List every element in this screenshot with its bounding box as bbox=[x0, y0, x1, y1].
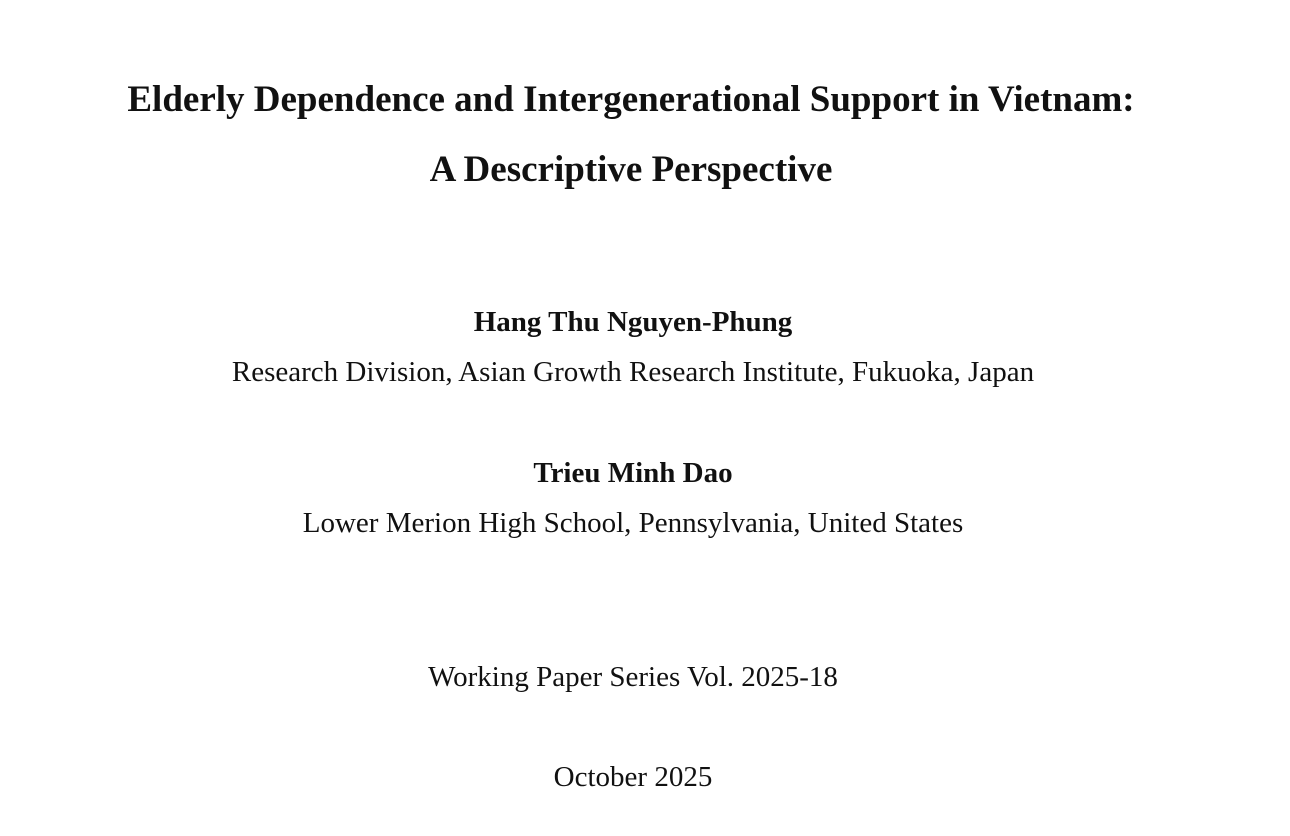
paper-title-line-2: A Descriptive Perspective bbox=[429, 149, 833, 190]
paper-title-line-1: Elderly Dependence and Intergenerational Support in Vietnam: bbox=[127, 79, 1135, 120]
author-affiliation: Lower Merion High School, Pennsylvania, United States bbox=[302, 507, 964, 539]
publication-date: October 2025 bbox=[553, 761, 713, 793]
author-affiliation: Research Division, Asian Growth Research Institute, Fukuoka, Japan bbox=[231, 356, 1035, 388]
author-name: Trieu Minh Dao bbox=[533, 457, 733, 489]
working-paper-series: Working Paper Series Vol. 2025-18 bbox=[428, 661, 838, 693]
author-name: Hang Thu Nguyen-Phung bbox=[473, 306, 793, 338]
